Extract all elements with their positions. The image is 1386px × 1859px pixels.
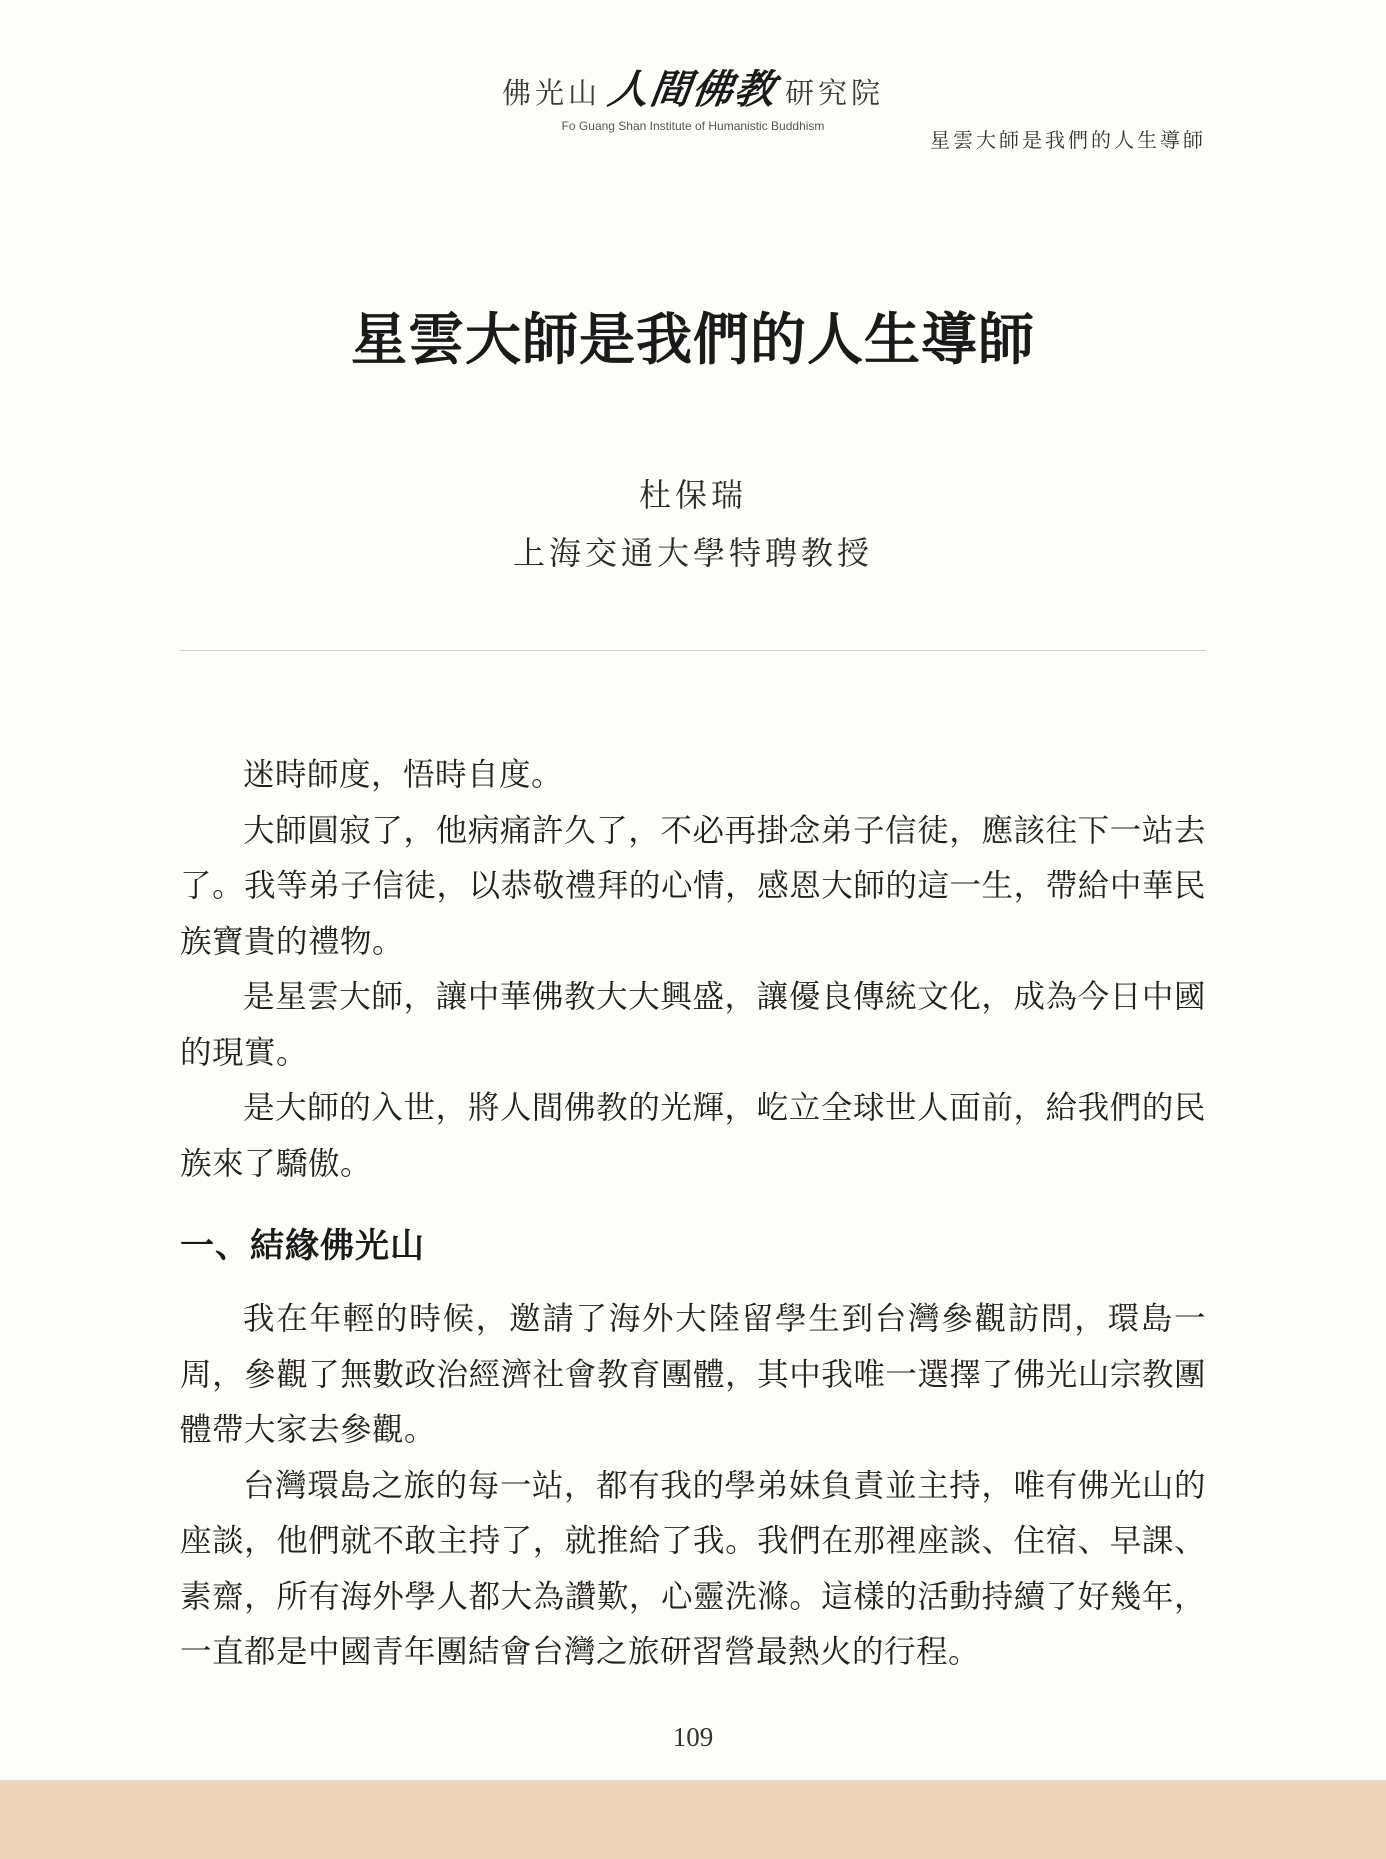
author-affiliation: 上海交通大學特聘教授 — [512, 534, 873, 572]
logo-text-main: 人間佛教 — [605, 66, 780, 113]
section-heading: 一、結緣佛光山 — [180, 1226, 425, 1266]
page-number: 109 — [672, 1722, 714, 1752]
footer-band — [0, 1780, 1386, 1859]
paragraph: 是大師的入世，將人間佛教的光輝，屹立全球世人面前，給我們的民族來了驕傲。 — [180, 1090, 1206, 1182]
paragraph: 迷時師度，悟時自度。 — [243, 757, 564, 793]
logo-text-left: 佛光山 — [501, 76, 601, 110]
paragraph: 大師圓寂了，他病痛許久了，不必再掛念弟子信徒，應該往下一站去了。我等弟子信徒，以恭敬禮拜的心情，感恩大師的這一生，帶給中華民族寶貴的禮物。 — [180, 812, 1206, 960]
title-divider — [180, 650, 1206, 651]
running-head: 星雲大師是我們的人生導師 — [930, 128, 1206, 152]
author-name: 杜保瑞 — [638, 476, 747, 514]
paragraph: 是星雲大師，讓中華佛教大大興盛，讓優良傳統文化，成為今日中國的現實。 — [180, 979, 1206, 1071]
paragraph: 台灣環島之旅的每一站，都有我的學弟妹負責並主持，唯有佛光山的座談，他們就不敢主持了，就推給了我。我們在那裡座談、住宿、早課、素齋，所有海外學人都大為讚歎，心靈洗滌。這樣的活動持續了好幾年，一直都是中國青年團結會台灣之旅研習營最熱火的行程。 — [180, 1467, 1206, 1670]
article-title: 星雲大師是我們的人生導師 — [351, 307, 1035, 373]
article-body — [180, 748, 1206, 1681]
logo-text-right: 研究院 — [785, 76, 885, 110]
institute-logo — [0, 58, 1386, 133]
paragraph: 我在年輕的時候，邀請了海外大陸留學生到台灣參觀訪問，環島一周，參觀了無數政治經濟社會教育團體，其中我唯一選擇了佛光山宗教團體帶大家去參觀。 — [180, 1301, 1206, 1448]
logo-english-name: Fo Guang Shan Institute of Humanistic Buddhism — [561, 119, 825, 133]
logo-wordmark — [502, 58, 884, 115]
